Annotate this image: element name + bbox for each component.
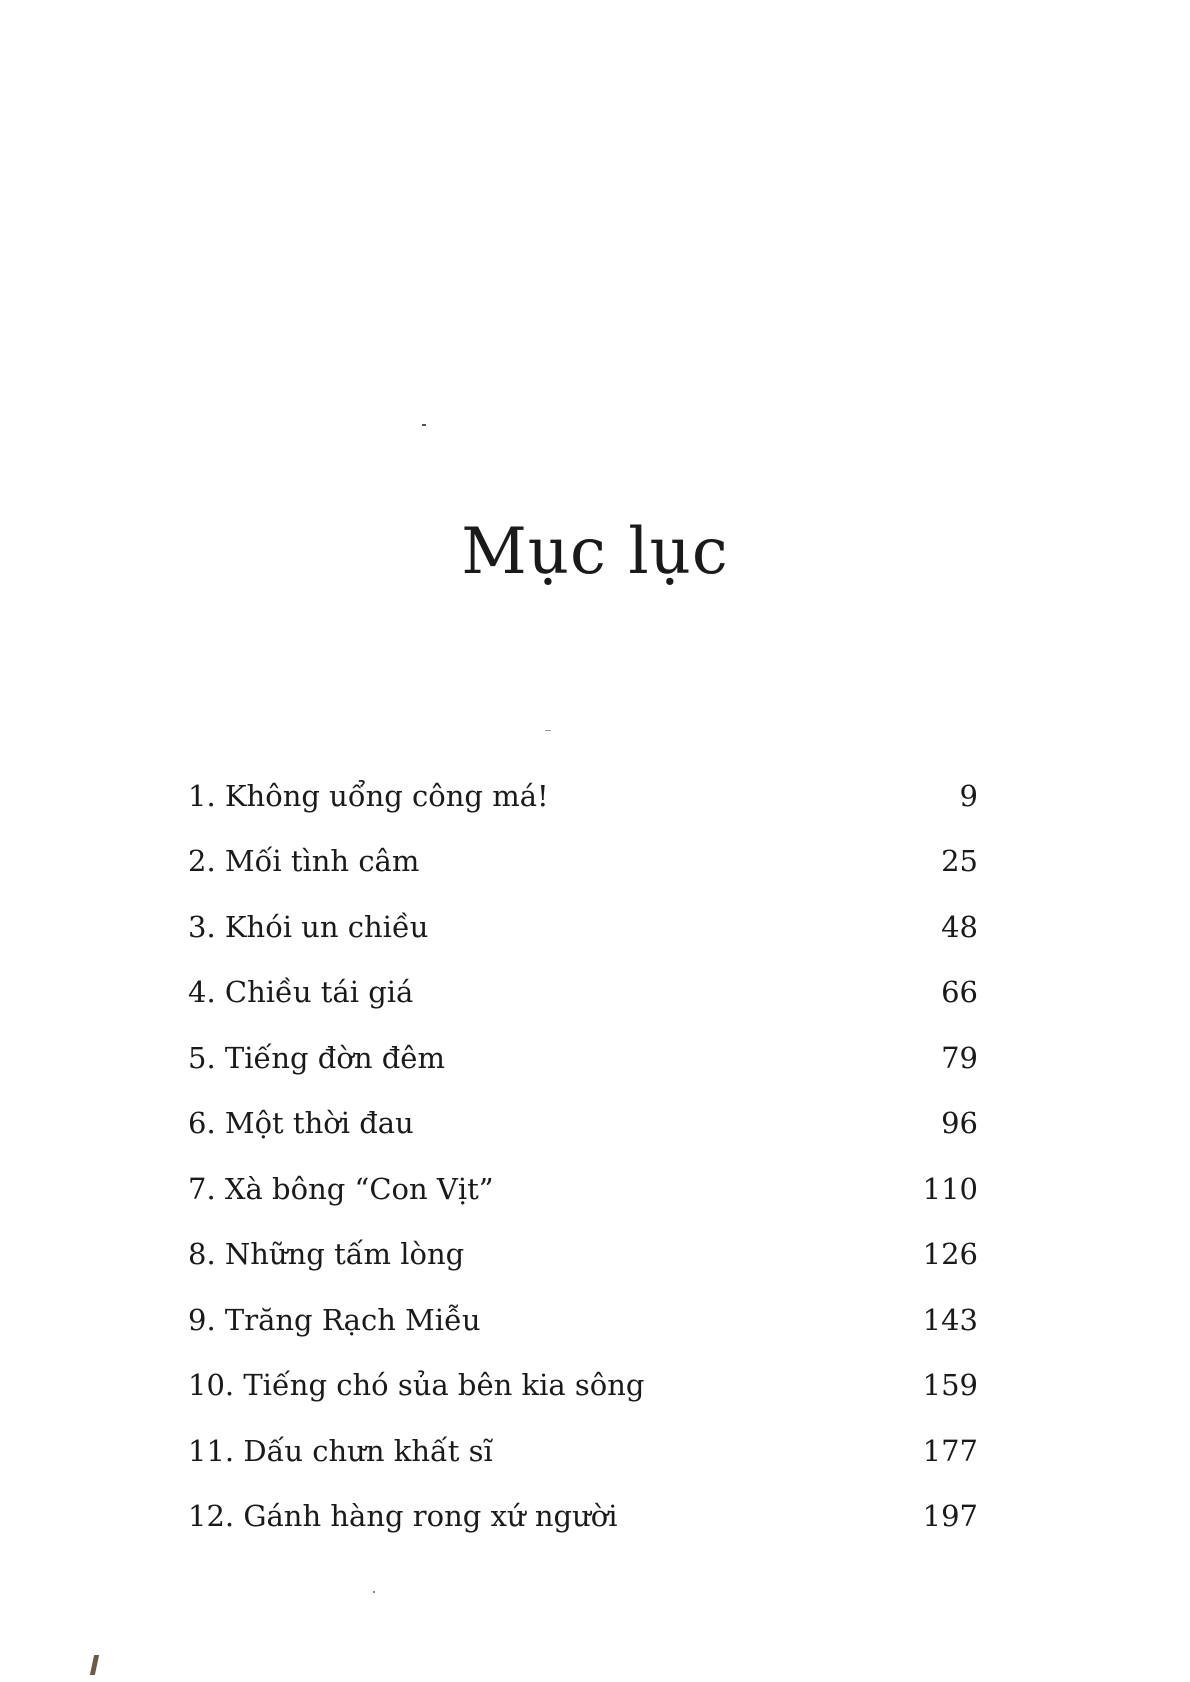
toc-entry-page: 126 (922, 1237, 978, 1271)
toc-entry-title: 6. Một thời đau (188, 1106, 414, 1140)
toc-entry-title: 2. Mối tình câm (188, 844, 420, 878)
toc-entry-page: 48 (941, 909, 978, 944)
toc-entry-page: 110 (922, 1171, 978, 1206)
toc-entry-page: 25 (941, 844, 978, 878)
toc-entry-title: 12. Gánh hàng rong xứ người (188, 1499, 618, 1533)
toc-entry-page: 96 (941, 1106, 978, 1140)
toc-entry-page: 66 (941, 975, 978, 1009)
toc-entry (188, 879, 978, 945)
toc-entry-page: 197 (922, 1499, 978, 1533)
toc-entry-title: 10. Tiếng chó sủa bên kia sông (188, 1368, 645, 1402)
toc-entry (188, 748, 978, 814)
page-title: Mục lục (461, 515, 729, 589)
scan-speck (373, 1591, 375, 1593)
scan-corner-mark (90, 1655, 99, 1675)
scan-speck (422, 424, 426, 426)
toc-entry-page: 177 (922, 1433, 978, 1468)
toc-entry-page: 143 (922, 1302, 978, 1337)
toc-entry-title: 8. Những tấm lòng (188, 1237, 465, 1271)
toc-entry-title: 7. Xà bông “Con Vịt” (188, 1171, 494, 1206)
toc-entry-title: 11. Dấu chưn khất sĩ (188, 1433, 493, 1468)
toc-entry (188, 1141, 978, 1207)
toc-entry (188, 814, 978, 880)
toc-entry-page: 9 (959, 778, 978, 813)
toc-entry (188, 945, 978, 1011)
toc-entry-page: 79 (941, 1040, 978, 1075)
toc-entry (188, 1403, 978, 1469)
toc-entry (188, 1469, 978, 1535)
toc-entry (188, 1207, 978, 1273)
table-of-contents (188, 748, 978, 1534)
toc-entry (188, 1010, 978, 1076)
toc-entry (188, 1272, 978, 1338)
toc-entry (188, 1076, 978, 1142)
toc-entry-page: 159 (922, 1368, 978, 1402)
scan-speck (545, 730, 551, 731)
toc-entry (188, 1338, 978, 1404)
toc-entry-title: 5. Tiếng đờn đêm (188, 1040, 445, 1075)
toc-entry-title: 1. Không uổng công má! (188, 778, 549, 813)
toc-entry-title: 3. Khói un chiều (188, 909, 429, 944)
toc-entry-title: 9. Trăng Rạch Miễu (188, 1302, 481, 1337)
toc-entry-title: 4. Chiều tái giá (188, 975, 414, 1009)
